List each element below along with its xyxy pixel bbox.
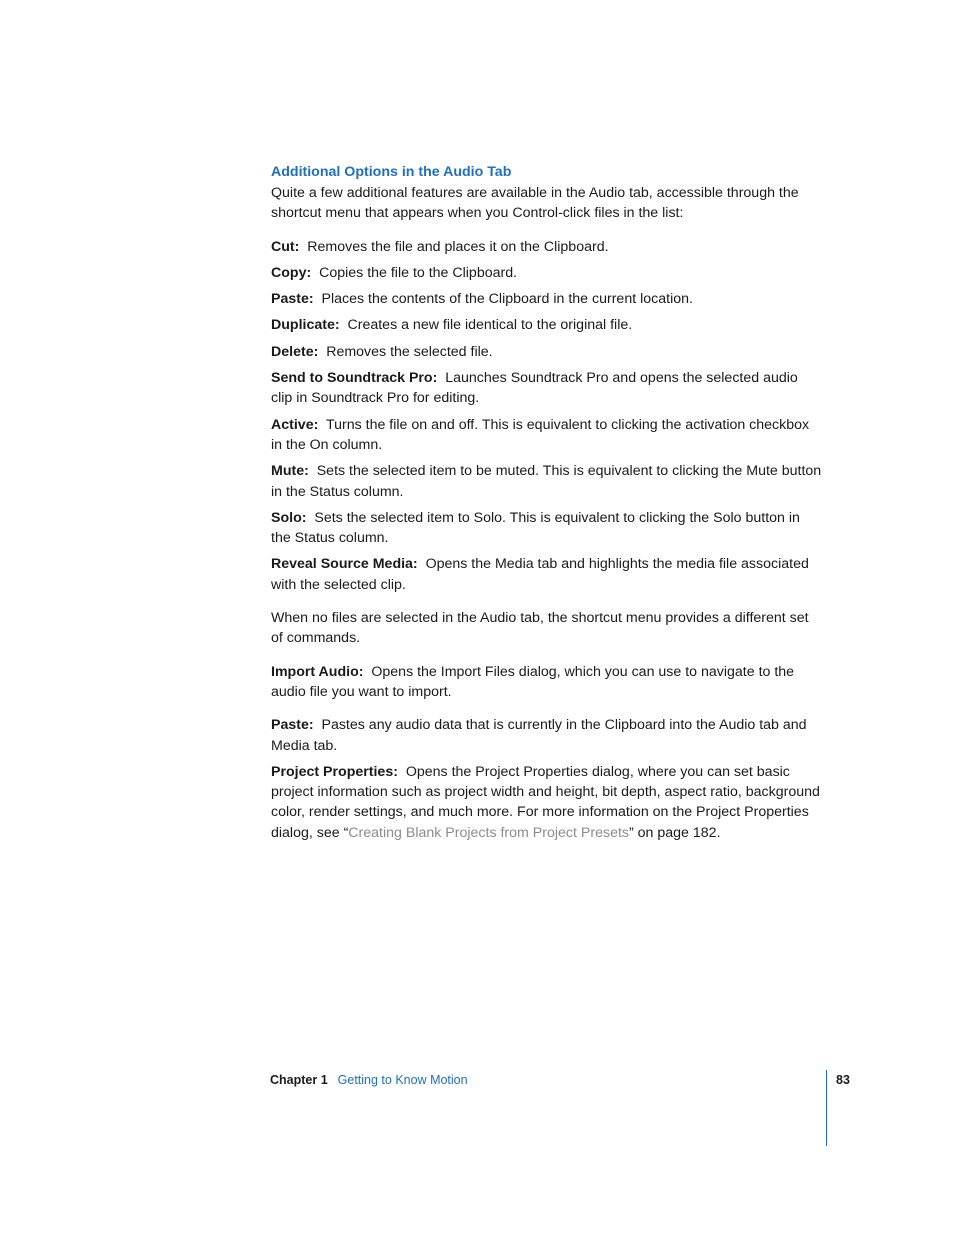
- description-end: ” on page 182.: [629, 824, 721, 841]
- term: Paste:: [271, 717, 314, 734]
- description: Opens the Project Properties dialog, where you can set basic project information such as project width and height, bit depth, aspect ratio, background color, render settings, and much more. For more information on the Project Properties dialog, see “: [271, 763, 820, 841]
- section-heading: Additional Options in the Audio Tab: [271, 164, 512, 180]
- definition-reveal-source-media: [271, 554, 823, 595]
- description: Opens the Import Files dialog, which you can use to navigate to the audio file you want to import.: [271, 663, 795, 700]
- definition-delete: [271, 342, 823, 362]
- description: Creates a new file identical to the original file.: [347, 317, 633, 334]
- definition-paste-audio: [271, 715, 823, 756]
- definition-active: [271, 415, 823, 456]
- no-selection-paragraph: When no files are selected in the Audio tab, the shortcut menu provides a different set of commands.: [271, 610, 809, 647]
- definition-paste: [271, 289, 823, 309]
- footer-divider: [826, 1070, 827, 1146]
- description: Sets the selected item to be muted. This is equivalent to clicking the Mute button in the Status column.: [271, 463, 822, 500]
- cross-reference-link[interactable]: Creating Blank Projects from Project Presets: [348, 824, 629, 841]
- definition-copy: [271, 263, 823, 283]
- term: Active:: [271, 416, 319, 433]
- chapter-title: Getting to Know Motion: [337, 1073, 468, 1087]
- page-number: 83: [836, 1073, 850, 1087]
- term: Project Properties:: [271, 763, 398, 780]
- description: Copies the file to the Clipboard.: [319, 264, 518, 281]
- term: Delete:: [271, 343, 319, 360]
- term: Cut:: [271, 238, 300, 255]
- term: Send to Soundtrack Pro:: [271, 370, 438, 387]
- description: Removes the selected file.: [326, 343, 493, 360]
- description: Places the contents of the Clipboard in the current location.: [321, 291, 693, 308]
- page-footer: [270, 1071, 468, 1089]
- description: Turns the file on and off. This is equivalent to clicking the activation checkbox in the On column.: [271, 416, 810, 453]
- intro-paragraph: Quite a few additional features are available in the Audio tab, accessible through the shortcut menu that appears when you Control-click files in the list:: [271, 185, 799, 222]
- term: Solo:: [271, 509, 307, 526]
- definition-import-audio: [271, 662, 823, 703]
- definition-cut: [271, 237, 823, 257]
- definition-solo: [271, 508, 823, 549]
- term: Import Audio:: [271, 663, 364, 680]
- page-content: [271, 162, 823, 849]
- description: Sets the selected item to Solo. This is equivalent to clicking the Solo button in the Status column.: [271, 509, 800, 547]
- description: Launches Soundtrack Pro and opens the selected audio clip in Soundtrack Pro for editing.: [271, 370, 798, 407]
- definition-duplicate: [271, 315, 823, 335]
- term: Copy:: [271, 264, 312, 281]
- description: Removes the file and places it on the Clipboard.: [307, 238, 609, 255]
- term: Reveal Source Media:: [271, 556, 418, 573]
- term: Paste:: [271, 291, 314, 308]
- description: Pastes any audio data that is currently in the Clipboard into the Audio tab and Media tab.: [271, 717, 807, 754]
- term: Mute:: [271, 463, 309, 480]
- definition-send-to-soundtrack-pro: [271, 368, 823, 409]
- definition-project-properties: [271, 762, 823, 843]
- chapter-label: Chapter 1: [270, 1073, 328, 1087]
- term: Duplicate:: [271, 317, 340, 334]
- description: Opens the Media tab and highlights the media file associated with the selected clip.: [271, 556, 809, 593]
- definition-mute: [271, 461, 823, 502]
